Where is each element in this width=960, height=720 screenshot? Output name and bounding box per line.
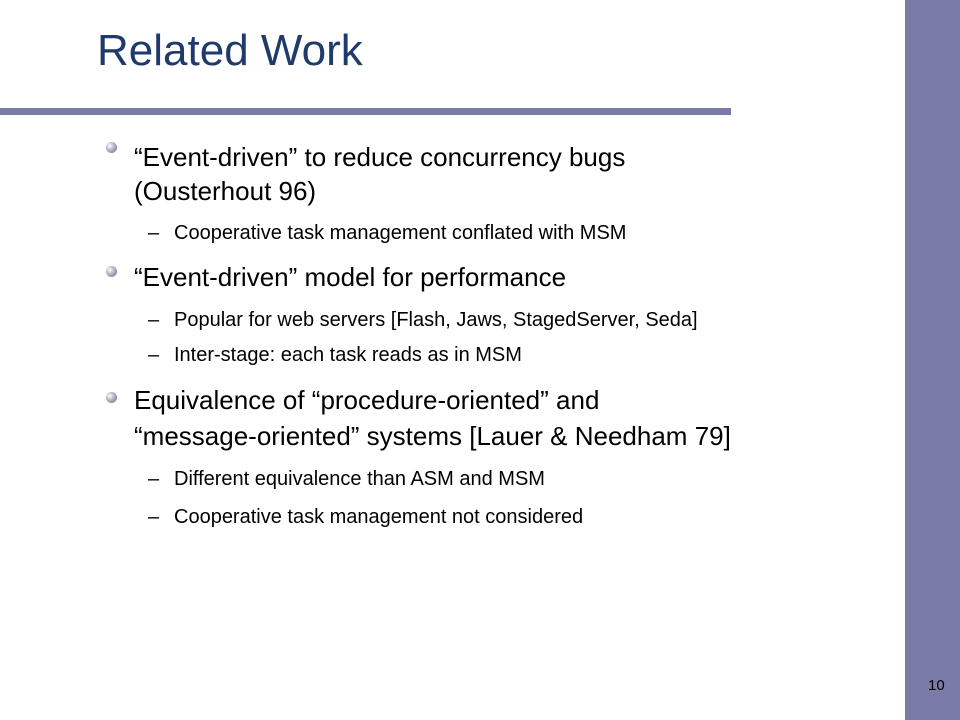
sub-bullet-text: Inter-stage: each task reads as in MSM [174,344,522,366]
sub-bullet-text: Cooperative task management conflated with MSM [174,222,627,244]
slide-title: Related Work [97,26,363,75]
sub-bullet-3-1 [148,466,545,492]
title-underline-rule [0,108,731,115]
bullet-3-line-1: Equivalence of “procedure-oriented” and [134,385,600,415]
bullet-1-line-1: “Event-driven” to reduce concurrency bugs [134,142,626,172]
page-number: 10 [928,677,945,694]
bullet-icon [106,142,117,153]
bullet-icon [106,392,117,403]
dash-marker: – [148,468,160,490]
sub-bullet-text: Different equivalence than ASM and MSM [174,468,545,490]
sub-bullet-2-2 [148,342,522,368]
dash-marker: – [148,344,160,366]
sub-bullet-2-1 [148,307,698,333]
sub-bullet-3-2 [148,504,583,530]
bullet-1-line-2: (Ousterhout 96) [134,176,317,206]
bullet-2-line-1: “Event-driven” model for performance [134,262,567,292]
sub-bullet-text: Cooperative task management not considered [174,506,584,528]
sub-bullet-text: Popular for web servers [Flash, Jaws, StagedServer, Seda] [174,309,698,331]
right-sidebar-band [905,0,960,720]
dash-marker: – [148,222,160,244]
bullet-3-line-2: “message-oriented” systems [Lauer & Needham 79] [134,421,731,451]
dash-marker: – [148,309,160,331]
sub-bullet-1-1 [148,220,626,246]
dash-marker: – [148,506,160,528]
bullet-icon [106,266,117,277]
